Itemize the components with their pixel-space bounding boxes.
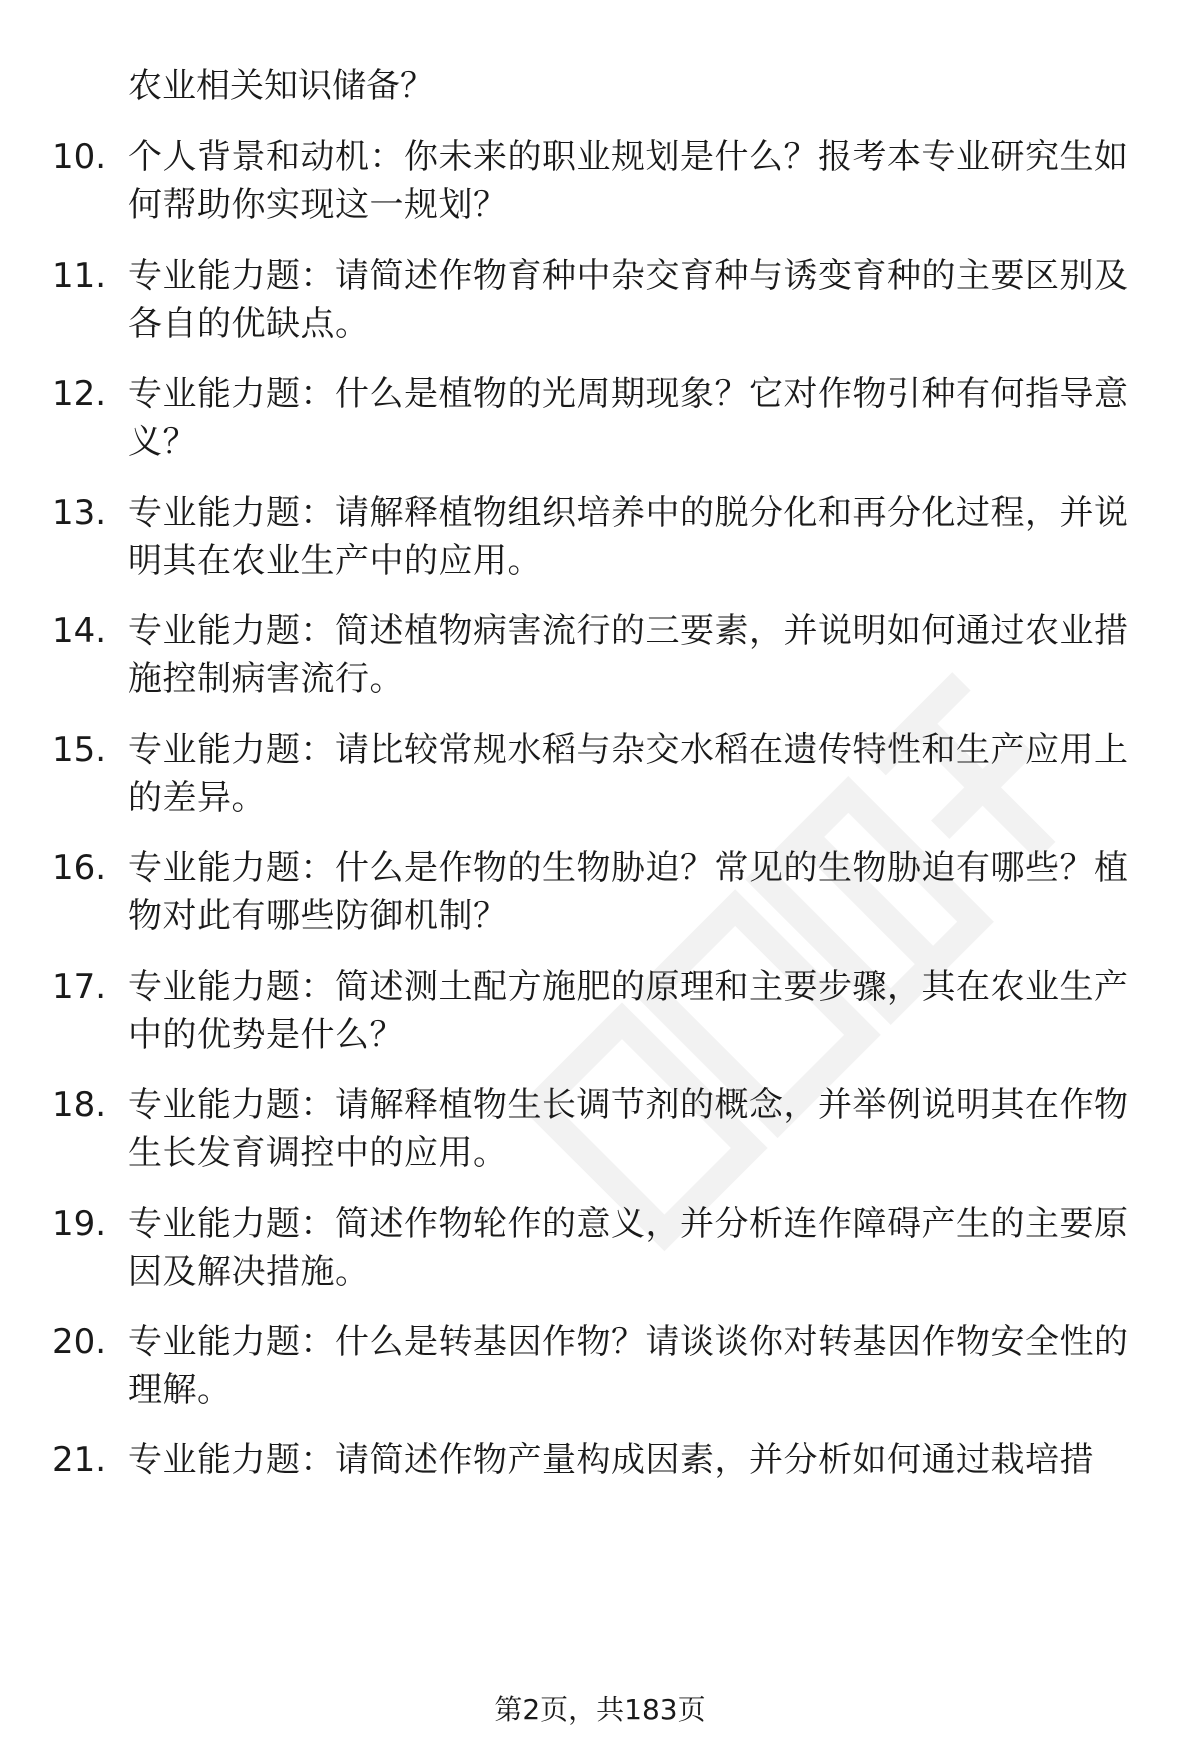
item-number: 10. (52, 137, 107, 177)
item-number: 20. (52, 1322, 107, 1362)
item-text: 专业能力题：什么是作物的生物胁迫？常见的生物胁迫有哪些？植物对此有哪些防御机制？ (128, 848, 1129, 936)
item-text: 专业能力题：请简述作物产量构成因素，并分析如何通过栽培措 (128, 1440, 1094, 1480)
item-number: 13. (52, 493, 107, 533)
item-text: 专业能力题：请解释植物组织培养中的脱分化和再分化过程，并说明其在农业生产中的应用。 (128, 493, 1129, 581)
item-text: 专业能力题：简述测土配方施肥的原理和主要步骤，其在农业生产中的优势是什么？ (128, 967, 1129, 1055)
item-text: 专业能力题：请比较常规水稻与杂交水稻在遗传特性和生产应用上的差异。 (128, 730, 1129, 818)
item-text: 个人背景和动机：你未来的职业规划是什么？报考本专业研究生如何帮助你实现这一规划？ (128, 137, 1129, 225)
item-number: 21. (52, 1440, 107, 1480)
item-text: 专业能力题：简述作物轮作的意义，并分析连作障碍产生的主要原因及解决措施。 (128, 1204, 1129, 1292)
item-text: 专业能力题：简述植物病害流行的三要素，并说明如何通过农业措施控制病害流行。 (128, 611, 1129, 699)
item-number: 18. (52, 1085, 107, 1125)
item-number: 16. (52, 848, 107, 888)
continuation-text: 农业相关知识储备？ (128, 66, 434, 106)
item-number: 12. (52, 374, 107, 414)
item-text: 专业能力题：什么是植物的光周期现象？它对作物引种有何指导意义？ (128, 374, 1129, 462)
page-footer: 第2页，共183页 (494, 1693, 706, 1726)
item-number: 15. (52, 730, 107, 770)
watermark-stamp (470, 600, 1170, 1300)
item-text: 专业能力题：什么是转基因作物？请谈谈你对转基因作物安全性的理解。 (128, 1322, 1129, 1410)
item-number: 19. (52, 1204, 107, 1244)
item-number: 14. (52, 611, 107, 651)
item-text: 专业能力题：请解释植物生长调节剂的概念，并举例说明其在作物生长发育调控中的应用。 (128, 1085, 1129, 1173)
item-number: 11. (52, 256, 107, 296)
item-number: 17. (52, 967, 107, 1007)
item-text: 专业能力题：请简述作物育种中杂交育种与诱变育种的主要区别及各自的优缺点。 (128, 256, 1129, 344)
